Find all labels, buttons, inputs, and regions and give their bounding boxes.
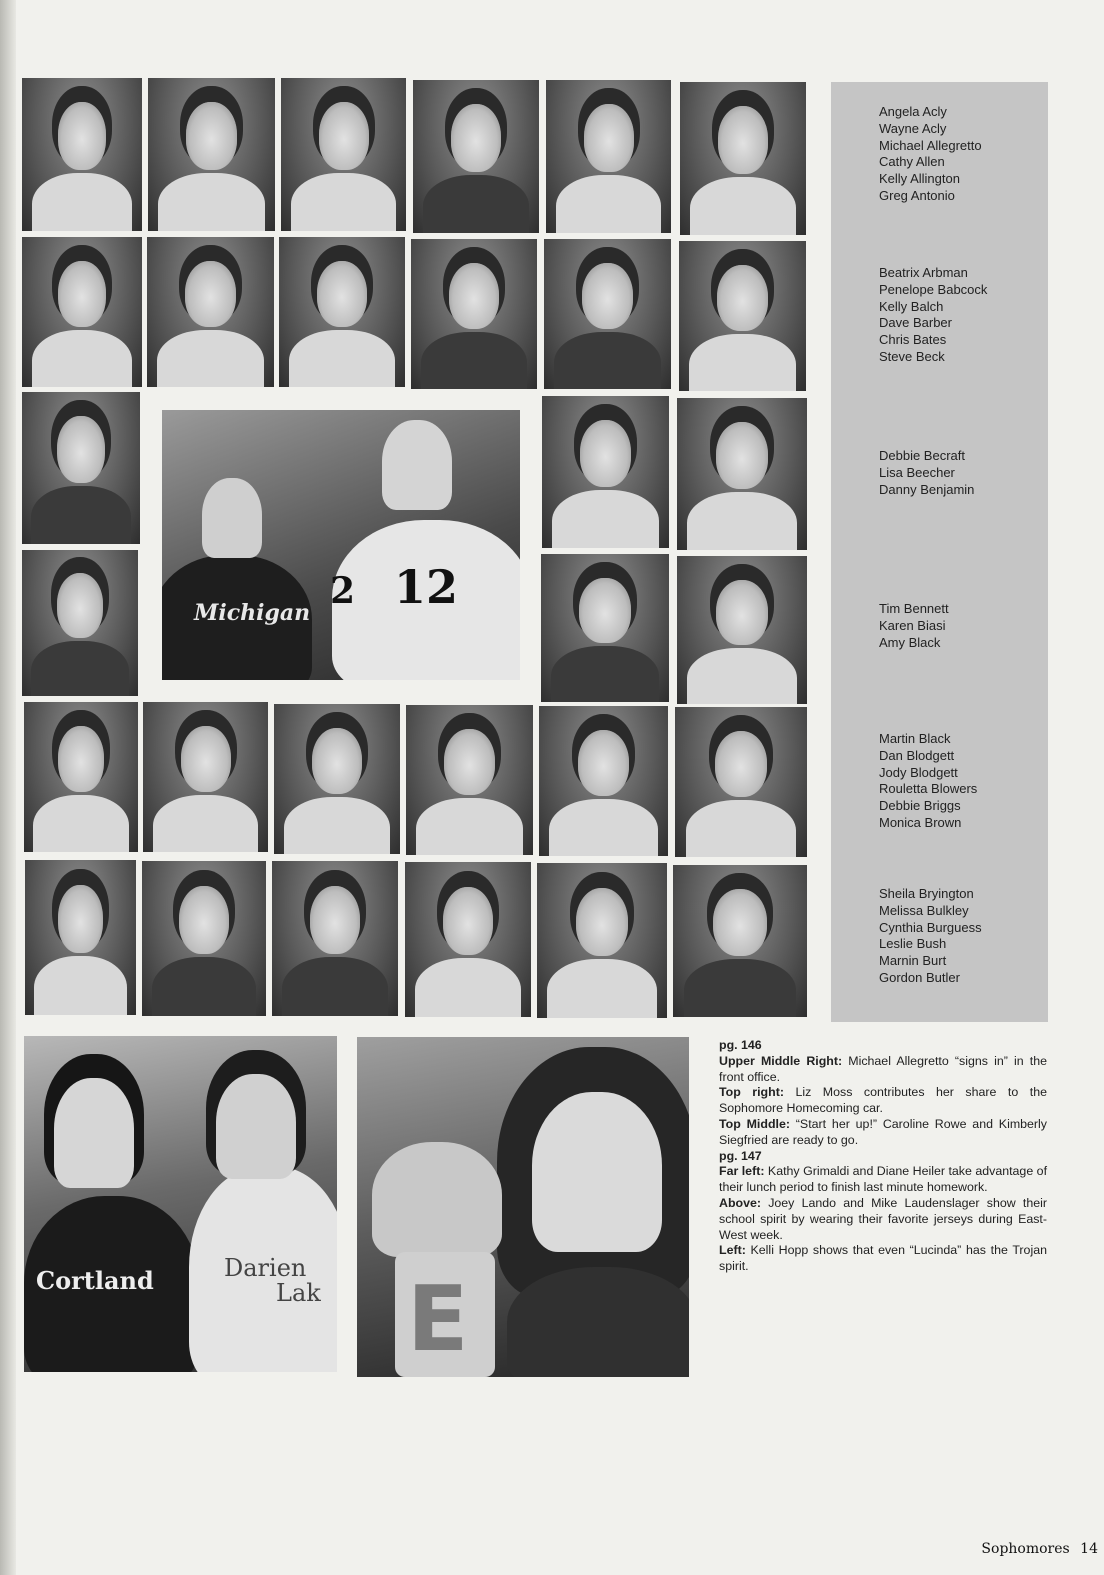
sweatshirt-text-lake: Lak [276,1279,321,1307]
sweatshirt-text-michigan: Michigan [194,600,311,626]
caption-heading: Top Middle: [719,1116,790,1131]
portrait-leslie-bush [405,862,531,1017]
portrait-monica-brown [675,707,807,857]
sweatshirt-text-cortland: Cortland [36,1266,154,1295]
portrait-lisa-beecher [542,396,669,548]
portrait-michael-allegretto [281,78,406,231]
portrait-chris-bates [544,239,671,389]
photo-captions [719,1038,1047,1275]
caption-text: Kelli Hopp shows that even “Lucinda” has the Trojan spirit. [719,1243,1047,1274]
candid-doll-head [372,1142,502,1257]
name-amy-black: Amy Black [879,634,941,650]
name-danny-benjamin: Danny Benjamin [879,481,975,497]
portrait-kelly-balch [279,237,405,387]
candid-photo-doll [357,1037,689,1377]
page-footer [981,1541,1098,1557]
caption-heading: pg. 146 [719,1038,762,1052]
name-lisa-beecher: Lisa Beecher [879,464,955,480]
jersey-number-partial: 2 [330,570,356,612]
portrait-sheila-bryington [25,860,136,1015]
page-gutter-shadow [0,0,16,1575]
caption-line [719,1038,1047,1054]
doll-letter: E [407,1267,469,1372]
name-marnin-burt: Marnin Burt [879,953,947,969]
portrait-cathy-allen [413,80,539,233]
name-group-1 [879,104,982,205]
name-gordon-butler: Gordon Butler [879,969,960,985]
caption-heading: Upper Middle Right: [719,1053,843,1068]
caption-line [719,1054,1047,1086]
candid-face-cortland [54,1078,134,1188]
caption-heading: Far left: [719,1164,765,1179]
candid-face-left [202,478,262,558]
footer-page-number: 14 [1080,1541,1098,1557]
portrait-rouletta-blowers [406,705,533,855]
name-group-2 [879,265,987,366]
caption-text: Liz Moss contributes her share to the Sophomore Homecoming car. [719,1085,1047,1116]
portrait-karen-biasi [541,554,669,702]
caption-text: Joey Lando and Mike Laudenslager show their school spirit by wearing their favorite jerseys during East-West week. [719,1195,1047,1242]
name-debbie-briggs: Debbie Briggs [879,798,961,814]
name-group-5 [879,731,977,832]
caption-line [719,1196,1047,1243]
caption-heading: Left: [719,1243,746,1258]
caption-text: “Start her up!” Caroline Rowe and Kimberly Siegfried are ready to go. [719,1116,1048,1147]
name-rouletta-blowers: Rouletta Blowers [879,781,978,797]
portrait-beatrix-arbman [22,237,142,387]
caption-line [719,1117,1047,1149]
name-cathy-allen: Cathy Allen [879,154,945,170]
name-chris-bates: Chris Bates [879,332,947,348]
portrait-melissa-bulkley [142,861,266,1016]
caption-line [719,1085,1047,1117]
candid-sweater [507,1267,689,1377]
portrait-jody-blodgett [274,704,400,854]
name-group-4 [879,601,949,651]
name-martin-black: Martin Black [879,731,951,746]
name-jody-blodgett: Jody Blodgett [879,764,958,780]
candid-face-darien [216,1074,296,1179]
portrait-debbie-becraft [22,392,140,544]
caption-text: Michael Allegretto “signs in” in the front office. [719,1053,1048,1084]
name-dan-blodgett: Dan Blodgett [879,747,955,763]
name-sheila-bryington: Sheila Bryington [879,886,974,901]
caption-heading: pg. 147 [719,1148,762,1163]
caption-line [719,1149,1047,1165]
name-penelope-babcock: Penelope Babcock [879,281,988,297]
name-kelly-allington: Kelly Allington [879,171,960,187]
portrait-marnin-burt [537,863,667,1018]
portrait-dave-barber [411,239,537,389]
name-greg-antonio: Greg Antonio [879,187,955,203]
portrait-gordon-butler [673,865,807,1017]
name-leslie-bush: Leslie Bush [879,936,947,952]
name-melissa-bulkley: Melissa Bulkley [879,902,969,918]
portrait-amy-black [677,556,807,704]
name-dave-barber: Dave Barber [879,315,952,331]
portrait-penelope-babcock [147,237,274,387]
names-panel [831,82,1048,1022]
name-cynthia-burguess: Cynthia Burguess [879,919,982,935]
portrait-danny-benjamin [677,398,807,550]
jersey-number: 12 [394,560,459,614]
candid-photo-two-girls [24,1036,337,1372]
caption-line [719,1164,1047,1196]
caption-heading: Above: [719,1195,761,1210]
portrait-debbie-briggs [539,706,668,856]
portrait-greg-antonio [680,82,806,235]
candid-face-right [382,420,452,510]
caption-heading: Top right: [719,1085,784,1100]
portrait-wayne-acly [148,78,275,231]
portrait-angela-acly [22,78,142,231]
candid-face-girl [532,1092,662,1252]
portrait-martin-black [24,702,138,852]
portrait-steve-beck [679,241,806,391]
name-wayne-acly: Wayne Acly [879,120,947,136]
name-debbie-becraft: Debbie Becraft [879,448,965,463]
name-group-3 [879,448,974,498]
name-karen-biasi: Karen Biasi [879,617,946,633]
name-monica-brown: Monica Brown [879,814,962,830]
sweatshirt-text-darien: Darien [224,1254,307,1282]
name-tim-bennett: Tim Bennett [879,601,949,616]
portrait-kelly-allington [546,80,671,233]
portrait-dan-blodgett [143,702,268,852]
name-group-6 [879,886,982,987]
portrait-cynthia-burguess [272,861,398,1016]
name-kelly-balch: Kelly Balch [879,298,944,314]
portrait-tim-bennett [22,550,138,696]
name-angela-acly: Angela Acly [879,104,947,119]
footer-section: Sophomores [981,1541,1070,1557]
caption-line [719,1243,1047,1275]
caption-text: Kathy Grimaldi and Diane Heiler take advantage of their lunch period to finish last minute homework. [719,1164,1048,1195]
name-beatrix-arbman: Beatrix Arbman [879,265,968,280]
candid-photo-jerseys [162,410,520,680]
name-michael-allegretto: Michael Allegretto [879,137,982,153]
name-steve-beck: Steve Beck [879,348,945,364]
